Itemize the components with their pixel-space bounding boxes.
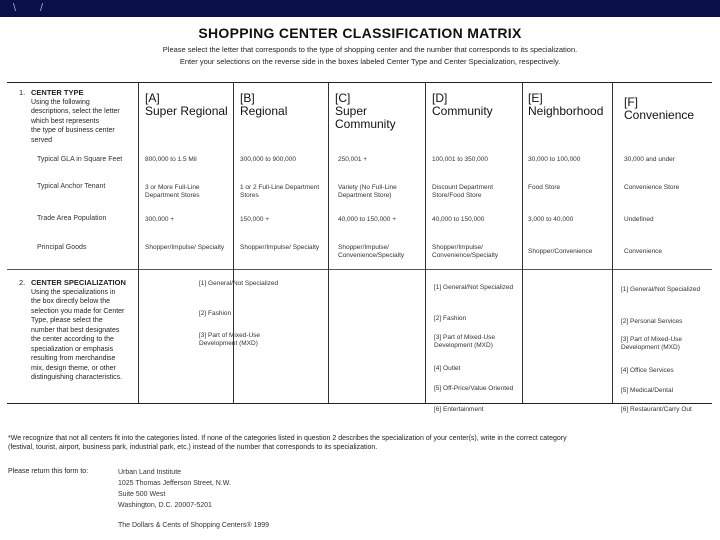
footnote-line: *We recognize that not all centers fit into the categories listed. If none of the categories listed in question 2 describes the specialization of your center(s), write in the correct category [8, 435, 567, 442]
section-center-type [19, 88, 135, 145]
page-title: SHOPPING CENTER CLASSIFICATION MATRIX [198, 25, 522, 41]
specialization-item: [2] Fashion [199, 310, 232, 317]
column-letter: [C] [335, 91, 351, 105]
address-line: Suite 500 West [118, 491, 166, 498]
row-label: Trade Area Population [37, 215, 107, 222]
column-rule [138, 82, 139, 403]
specialization-item: [4] Outlet [434, 365, 461, 372]
table-bottom-rule [7, 403, 712, 404]
specialization-item: [3] Part of Mixed-Use Development (MXD) [434, 334, 496, 349]
column-letter: [B] [240, 91, 255, 105]
column-letter: [F] [624, 95, 638, 109]
section-text: the center according to the [31, 336, 114, 343]
section-heading: CENTER SPECIALIZATION [31, 278, 126, 287]
column-header-c [335, 92, 423, 131]
table-cell: 1 or 2 Full-Line Department Stores [240, 184, 320, 199]
specialization-item: [1] General/Not Specialized [621, 286, 701, 293]
table-cell: Shopper/Convenience [528, 248, 593, 255]
section-text: the box directly below the [31, 298, 110, 305]
publication-credit: The Dollars & Cents of Shopping Centers® 1999 [118, 522, 270, 529]
table-cell: Undefined [624, 216, 654, 223]
table-cell: 800,000 to 1.5 Mil [145, 156, 197, 163]
address-line: Urban Land Institute [118, 469, 182, 476]
section-text: Using the following [31, 98, 90, 106]
section-text: Type, please select the [31, 317, 103, 324]
section-center-specialization [19, 278, 135, 383]
column-name: Community [432, 104, 493, 118]
mailing-address [118, 467, 231, 511]
table-cell: Shopper/Impulse/ Convenience/Specialty [432, 244, 499, 259]
specialization-item: [1] General/Not Specialized [199, 280, 279, 287]
table-cell: Variety (No Full-Line Department Store) [338, 184, 397, 199]
column-rule [612, 82, 613, 403]
specialization-item: [3] Part of Mixed-Use Development (MXD) [621, 336, 683, 351]
section-text: which best represents [31, 117, 100, 125]
table-cell: 300,000 to 900,000 [240, 156, 297, 163]
column-letter: [D] [432, 91, 448, 105]
table-cell: 40,000 to 150,000 [432, 216, 485, 223]
section-text: Using the specializations in [31, 288, 116, 296]
instruction-line: Please select the letter that corresponds to the type of shopping center and the number that corresponds to its specialization. [162, 45, 578, 54]
table-cell: 150,000 + [240, 216, 270, 223]
column-name: Super Community [335, 104, 396, 131]
table-cell: 250,001 + [338, 156, 368, 163]
column-header-b [240, 92, 328, 118]
row-label: Typical Anchor Tenant [37, 183, 106, 190]
row-label: Typical GLA in Square Feet [37, 156, 123, 163]
address-line: Washington, D.C. 20007-5201 [118, 502, 212, 509]
specialization-item: [6] Entertainment [434, 406, 484, 413]
section-number: 1. [19, 88, 26, 97]
column-name: Convenience [624, 108, 695, 122]
table-top-rule [7, 82, 712, 83]
table-cell: 100,001 to 350,000 [432, 156, 489, 163]
column-letter: [A] [145, 91, 160, 105]
matrix-table [7, 82, 712, 413]
column-name: Super Regional [145, 104, 228, 118]
section-text: selection you made for Center [31, 307, 125, 315]
table-cell: Convenience Store [624, 184, 680, 191]
return-label: Please return this form to: [8, 468, 89, 475]
specialization-item: [4] Office Services [621, 367, 674, 374]
table-cell: 30,000 and under [624, 156, 675, 163]
table-cell: 300,000 + [145, 216, 175, 223]
table-cell: Food Store [528, 184, 561, 191]
section-text: mix, design theme, or other [31, 364, 116, 372]
section-heading: CENTER TYPE [31, 88, 84, 97]
section-text: descriptions, select the letter [31, 108, 120, 115]
footnote [8, 434, 714, 452]
section-text: the type of business center served [31, 127, 115, 144]
section-number: 2. [19, 278, 26, 287]
table-cell: Shopper/Impulse/ Specialty [240, 244, 320, 251]
table-cell: 30,000 to 100,000 [528, 156, 581, 163]
column-rule [425, 82, 426, 403]
instructions [90, 44, 650, 68]
section-divider [7, 269, 712, 270]
column-header-a [145, 92, 233, 118]
column-header-e [528, 92, 612, 118]
column-header-d [432, 92, 520, 118]
corner-mark-left: \ [13, 2, 17, 14]
instruction-line: Enter your selections on the reverse side in the boxes labeled Center Type and Center Specialization, respectively. [179, 57, 561, 66]
column-name: Regional [240, 104, 288, 118]
column-header-f [624, 96, 710, 122]
column-rule [328, 82, 329, 403]
specialization-item: [2] Personal Services [621, 318, 683, 325]
table-cell: 40,000 to 150,000 + [338, 216, 397, 223]
row-label: Principal Goods [37, 244, 87, 251]
table-cell: Discount Department Store/Food Store [432, 184, 494, 199]
specialization-item: [6] Restaurant/Carry Out [621, 406, 692, 413]
table-cell: 3 or More Full-Line Department Stores [145, 184, 200, 199]
address-line: 1025 Thomas Jefferson Street, N.W. [118, 480, 231, 487]
footnote-line: (festival, tourist, airport, business park, industrial park, etc.) instead of the number that corresponds to its specialization. [8, 444, 378, 451]
table-cell: Shopper/Impulse/ Convenience/Specialty [338, 244, 405, 259]
table-cell: Shopper/Impulse/ Specialty [145, 244, 225, 251]
column-letter: [E] [528, 91, 543, 105]
table-cell: Convenience [624, 248, 662, 255]
specialization-item: [3] Part of Mixed-Use Development (MXD) [199, 332, 261, 347]
top-band [0, 0, 720, 17]
specialization-item: [2] Fashion [434, 315, 467, 322]
section-text: resulting from merchandise [31, 355, 116, 362]
specialization-item: [1] General/Not Specialized [434, 284, 514, 291]
table-cell: 3,000 to 40,000 [528, 216, 574, 223]
section-text: number that best designates [31, 326, 120, 334]
column-name: Neighborhood [528, 104, 604, 118]
specialization-item: [5] Off-Price/Value Oriented [434, 385, 514, 392]
section-text: specialization or emphasis [31, 345, 114, 353]
column-rule [233, 82, 234, 403]
section-text: distinguishing characteristics. [31, 374, 123, 381]
specialization-item: [5] Medical/Dental [621, 387, 674, 394]
corner-mark-right: / [40, 2, 44, 14]
column-rule [522, 82, 523, 403]
